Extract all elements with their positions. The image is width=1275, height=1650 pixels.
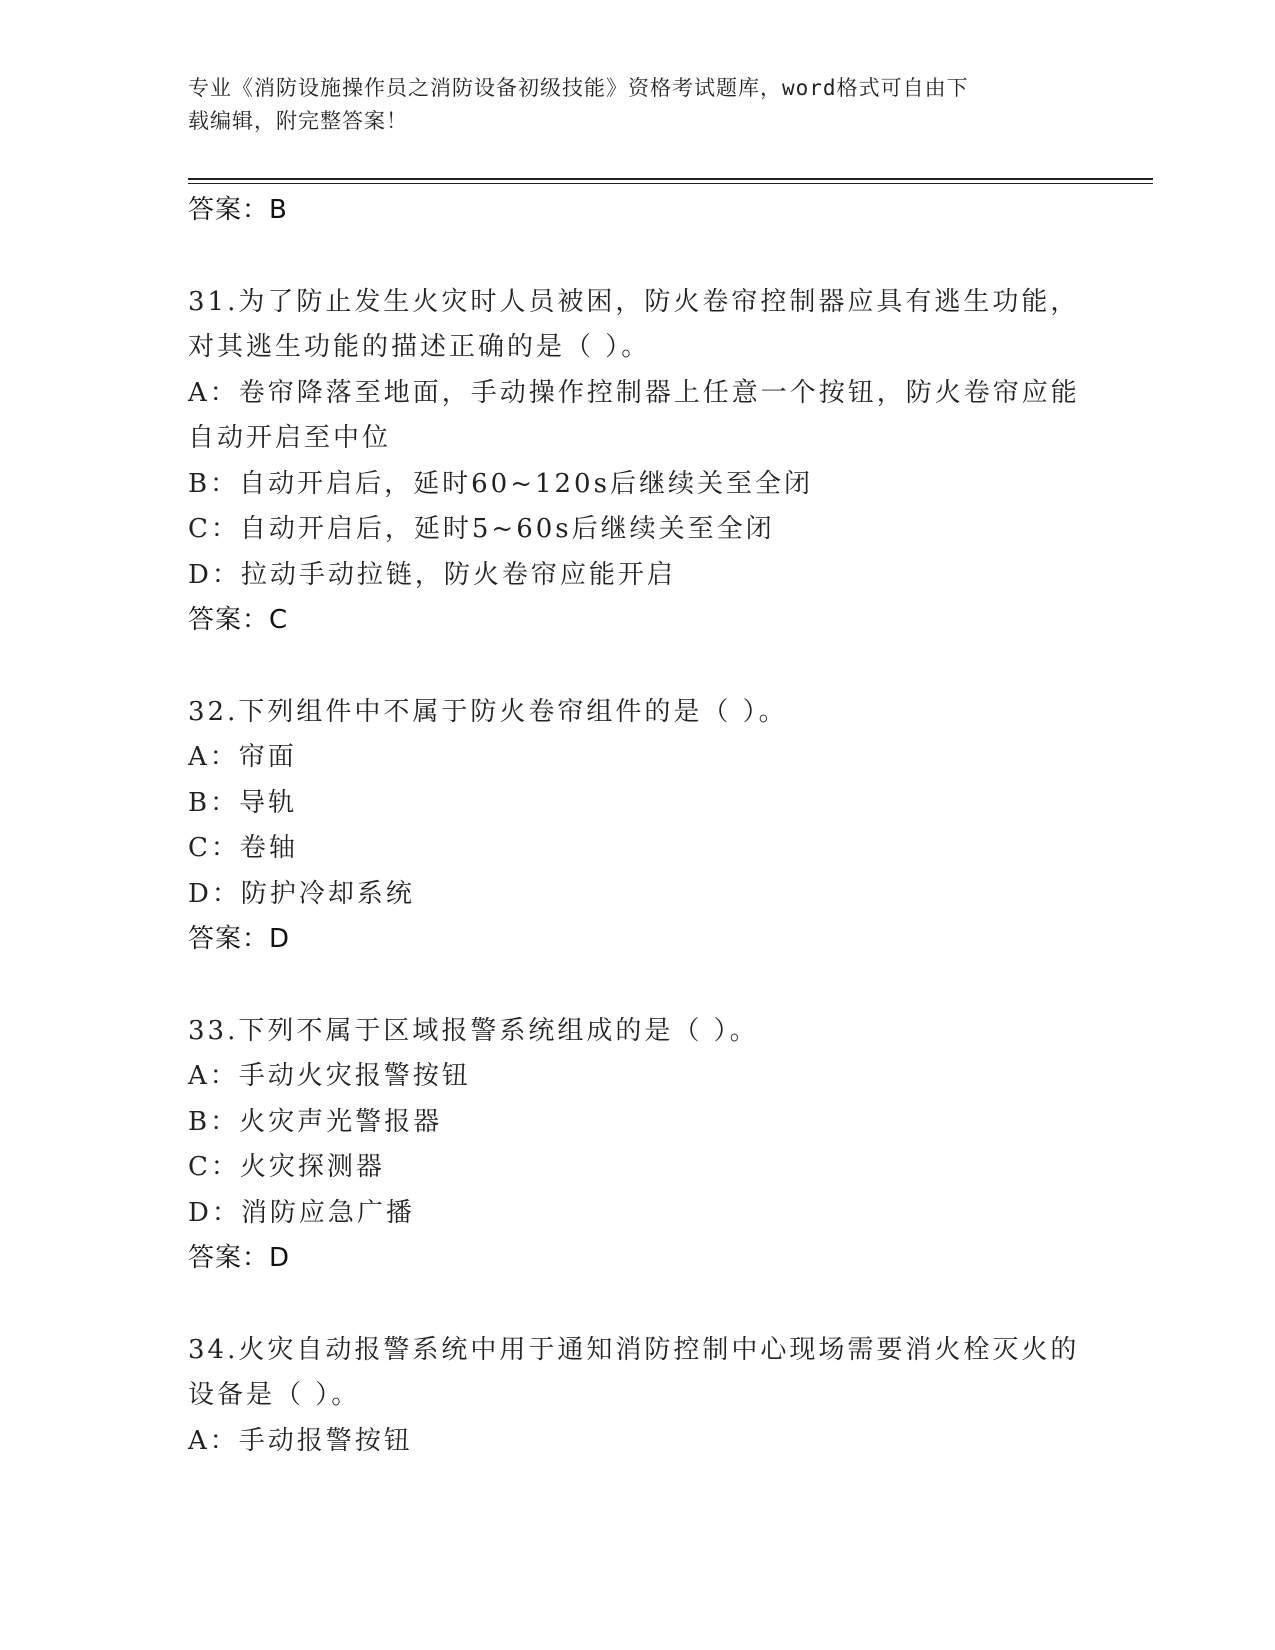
question-stem: 32.下列组件中不属于防火卷帘组件的是（ ）。 <box>188 696 788 727</box>
question-stem: 33.下列不属于区域报警系统组成的是（ ）。 <box>188 1015 759 1046</box>
question-33 <box>188 1009 1088 1282</box>
question-stem: 31.为了防止发生火灾时人员被困，防火卷帘控制器应具有逃生功能， <box>188 286 1080 317</box>
question-stem: 对其逃生功能的描述正确的是（ ）。 <box>188 332 651 362</box>
spacer <box>188 1282 1088 1328</box>
option-b: B：导轨 <box>188 787 298 818</box>
spacer <box>188 234 1088 280</box>
option-c: C：自动开启后，延时5~60s后继续关至全闭 <box>188 514 775 544</box>
option-c: C：火灾探测器 <box>188 1152 385 1182</box>
option-b: B：火灾声光警报器 <box>188 1106 443 1137</box>
option-a: A：手动报警按钮 <box>188 1425 413 1456</box>
spacer <box>188 963 1088 1009</box>
question-content <box>188 188 1088 1464</box>
option-d: D：防护冷却系统 <box>188 878 415 909</box>
header-line-2: 载编辑，附完整答案！ <box>188 109 408 133</box>
question-34 <box>188 1328 1088 1465</box>
question-stem: 34.火灾自动报警系统中用于通知消防控制中心现场需要消火栓灭火的 <box>188 1334 1080 1365</box>
option-d: D：消防应急广播 <box>188 1197 415 1228</box>
question-31 <box>188 280 1088 644</box>
spacer <box>188 644 1088 690</box>
option-d: D：拉动手动拉链，防火卷帘应能开启 <box>188 559 676 590</box>
question-stem: 设备是（ ）。 <box>188 1380 361 1410</box>
answer: 答案：C <box>188 605 289 635</box>
answer: 答案：D <box>188 1243 291 1273</box>
document-header <box>188 72 1068 138</box>
option-c: C：卷轴 <box>188 833 298 863</box>
option-a: A：手动火灾报警按钮 <box>188 1061 471 1091</box>
header-divider-thin <box>188 183 1153 184</box>
option-a: A：帘面 <box>188 742 297 772</box>
option-b: B：自动开启后，延时60~120s后继续关至全闭 <box>188 468 813 499</box>
header-line-1: 专业《消防设施操作员之消防设备初级技能》资格考试题库，word格式可自由下 <box>188 76 969 100</box>
previous-answer: 答案：B <box>188 195 288 225</box>
header-divider-thick <box>188 178 1153 180</box>
answer: 答案：D <box>188 924 291 954</box>
question-32 <box>188 690 1088 963</box>
option-a: A：卷帘降落至地面，手动操作控制器上任意一个按钮，防火卷帘应能 <box>188 377 1080 408</box>
option-a: 自动开启至中位 <box>188 423 392 453</box>
